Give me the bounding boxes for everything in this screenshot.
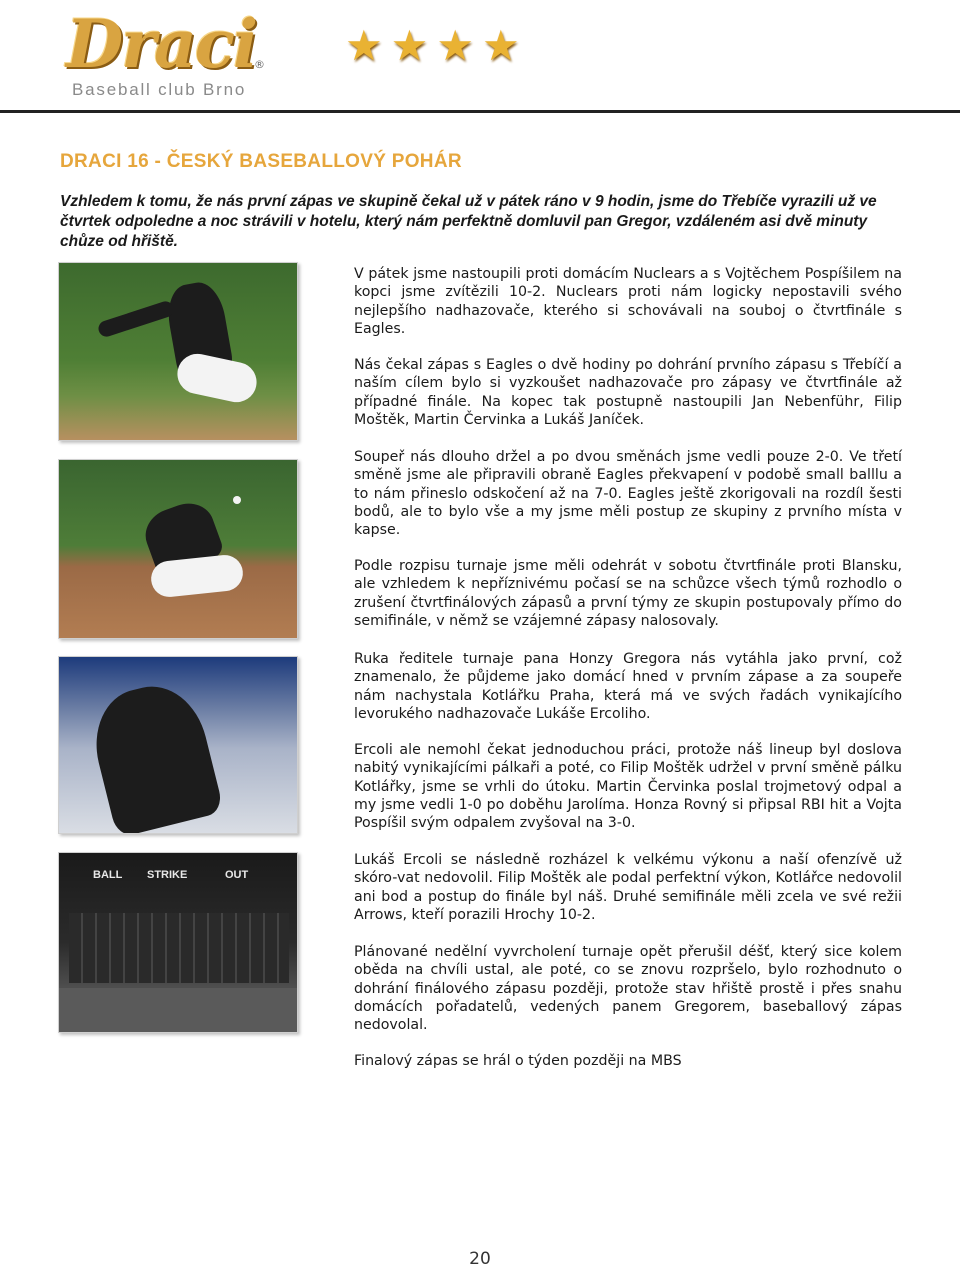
team-lineup [69,913,289,983]
article-title: DRACI 16 - ČESKÝ BASEBALLOVÝ POHÁR [60,151,462,172]
player-legs [174,350,261,406]
baseball [233,496,241,504]
player-arm [96,299,175,338]
paragraph: Finalový zápas se hrál o týden později na MBS [354,1053,682,1069]
photo-batter-bunting [58,459,298,639]
scoreboard-ball-label: BALL [93,869,123,881]
ground-strip [59,988,297,1032]
photo-pitcher-closeup [58,656,298,834]
star-icon: ★ [481,21,520,70]
header-divider [0,110,960,113]
scoreboard-strike-label: STRIKE [147,869,188,881]
photo-team-scoreboard [58,852,298,1033]
registered-mark: ® [254,58,265,71]
draci-logo [66,5,276,100]
page-header [0,0,960,112]
logo-wordmark: Draci [66,5,257,83]
paragraph: Nás čekal zápas s Eagles o dvě hodiny po dohrání prvního zápasu s Třebíčí a naším cílem bylo si vyzkoušet nadhazovače pro zápasy ve čtvrtfinále až případné finále. Na kopec tak postupně nastoupili Jan Nebenführ, Filip Moštěk, Martin Červinka a Lukáš Janíček. [354,357,902,428]
scoreboard-out-label: OUT [225,869,249,881]
paragraph: Ruka ředitele turnaje pana Honzy Gregora nás vytáhla jako první, což znamenalo, že půjdeme jako domácí hned v prvním zápase a za soupeře nám nachystala Kotlářku Praha, která má ve svých řadách vynikajícího levorukého nadhazovače Lukáše Ercoliho. [354,651,902,722]
paragraph: Podle rozpisu turnaje jsme měli odehrát v sobotu čtvrtfinále proti Blansku, ale vzhledem k nepříznivému počasí se na schůzce všech týmů rozhodlo o zrušení čtvrtfinálových zápasů a první týmy ze skupin postupovaly přímo do semifinále, v němž se vzájemné zápasy nalosovaly. [354,558,902,629]
photo-pitcher [58,262,298,441]
paragraph: Ercoli ale nemohl čekat jednoduchou práci, protože náš lineup byl doslova nabitý vynikajícími pálkaři a poté, co Filip Moštěk udržel v první směně pálku Kotlářky, jsme se vrhli do útoku. Martin Červinka poslal trojmetový odpal a my jsme vedli 1-0 po doběhu Jarolíma. Honza Rovný si připsal RBI hit a Vojta Pospíšil svým odpalem zvyšoval na 3-0. [354,742,902,832]
logo-subtitle: Baseball club Brno [72,80,247,99]
star-icon: ★ [436,21,474,70]
page-number: 20 [469,1249,491,1269]
player-figure [84,676,225,834]
paragraph: Soupeř nás dlouho držel a po dvou směnách jsme vedli pouze 2-0. Ve třetí směně jsme ale připravili obraně Eagles překvapení v podobě small balllu a to nám přineslo odskočení až na 7-0. Eagles ještě zkorigovali na rozdíl šesti bodů, ale to bylo vše a my jsme měli postup ze skupiny z prvního místa v kapse. [354,449,902,539]
star-icon: ★ [345,21,383,70]
star-icon: ★ [390,21,429,70]
paragraph: Plánované nedělní vyvrcholení turnaje opět přerušil déšť, který sice kolem oběda na chvíli ustal, ale poté, co se znovu rozpršelo, bylo rozhodnuto o dohrání finálového zápasu později, protože stav hřiště prostě i přes snahu domácích pořadatelů, vedených panem Gregorem, baseballový zápas nedovolal. [354,944,902,1034]
paragraph: Lukáš Ercoli se následně rozházel k velkému výkonu a naší ofenzívě už skóro-vat nedovolil. Filip Moštěk ale podal perfektní výkon, Kotlářce nedovolil ani bod a postup do finále byl náš. Druhé semifinále měli zcela ve své režii Arrows, kteří porazili Hrochy 10-2. [354,852,902,923]
paragraph: V pátek jsme nastoupili proti domácím Nuclears a s Vojtěchem Pospíšilem na kopci jsme zvítězili 10-2. Nuclears proti nám logicky nepostavili svého nejlepšího nadhazovače, kterého si schovávali na souboj o čtvrtfinále s Eagles. [354,266,902,337]
rating-stars [345,21,528,70]
article-intro: Vzhledem k tomu, že nás první zápas ve skupině čekal už v pátek ráno v 9 hodin, jsme do Třebíče vyrazili už ve čtvrtek odpoledne a noc strávili v hotelu, který nám perfektně domluvil pan Gregor, vzdáleném asi dvě minuty chůze od hřiště. [60,193,877,250]
